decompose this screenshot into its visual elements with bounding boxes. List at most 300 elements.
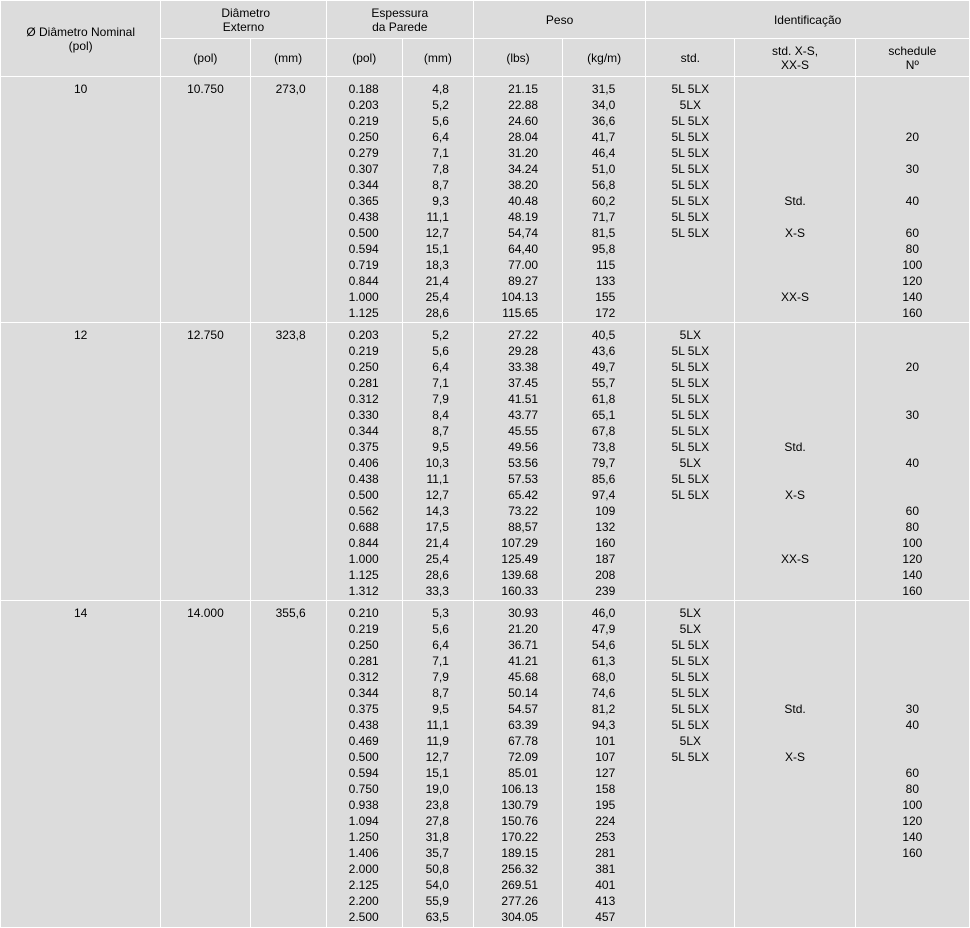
- list-item: 5LX: [679, 98, 702, 112]
- list-item: [735, 209, 854, 225]
- list-item: 18,3: [425, 258, 449, 272]
- list-item: 40.48: [508, 194, 539, 208]
- list-item: 107: [595, 750, 616, 765]
- list-item: 33,3: [425, 583, 449, 598]
- list-item: [735, 257, 854, 273]
- list-item: [735, 359, 854, 375]
- list-item: [735, 829, 854, 845]
- list-item: [646, 273, 734, 289]
- list-item: 5,6: [432, 114, 449, 128]
- list-item: 40: [905, 194, 920, 208]
- header-row-top: [1, 1, 970, 39]
- list-item: 160: [902, 583, 923, 598]
- list-item: 5L 5LX: [671, 82, 710, 96]
- list-item: 256.32: [501, 862, 539, 877]
- list-item: 5,6: [432, 343, 449, 358]
- list-item: 155: [595, 290, 616, 304]
- list-item: [735, 455, 854, 471]
- cell-std: [646, 77, 735, 323]
- list-item: 5LX: [679, 622, 702, 637]
- list-item: 47,9: [591, 622, 616, 637]
- list-item: 0.844: [348, 535, 379, 550]
- list-item: 5L 5LX: [671, 162, 710, 176]
- cell-esp-mm: [402, 77, 473, 323]
- list-item: [735, 129, 854, 145]
- list-item: 0.375: [348, 439, 379, 454]
- list-item: [646, 551, 734, 567]
- list-item: [735, 503, 854, 519]
- list-item: 57.53: [508, 471, 539, 486]
- list-item: 12,7: [425, 226, 449, 240]
- list-item: 0.203: [348, 98, 379, 112]
- list-item: 34.24: [508, 162, 539, 176]
- list-item: 19,0: [425, 782, 449, 797]
- list-item: 85.01: [508, 766, 539, 781]
- list-item: [646, 829, 734, 845]
- header-esp-mm: (mm): [402, 39, 473, 77]
- cell-de-mm: 323,8: [250, 322, 326, 601]
- list-item: 1.125: [348, 567, 379, 582]
- list-item: 115: [596, 258, 616, 272]
- list-item: 5L 5LX: [671, 375, 710, 390]
- list-item: 71,7: [591, 210, 616, 224]
- list-item: 1.312: [348, 583, 379, 598]
- cell-peso-kgm: [563, 601, 646, 928]
- cell-peso-lbs: [473, 322, 562, 601]
- list-item: [735, 177, 854, 193]
- list-item: 1.406: [348, 846, 379, 861]
- list-item: 104.13: [501, 290, 539, 304]
- list-item: [735, 145, 854, 161]
- list-item: [856, 423, 969, 439]
- list-item: [646, 765, 734, 781]
- list-item: 28,6: [425, 306, 449, 320]
- list-item: 5L 5LX: [671, 686, 710, 701]
- list-item: [856, 861, 969, 877]
- list-item: 0.365: [348, 194, 379, 208]
- list-item: 81,5: [591, 226, 616, 240]
- list-item: [735, 813, 854, 829]
- list-item: 150.76: [501, 814, 539, 829]
- cell-std: [646, 601, 735, 928]
- list-item: 304.05: [501, 910, 539, 925]
- list-item: 133: [595, 274, 616, 288]
- list-item: 0.500: [348, 750, 379, 765]
- list-item: 0.219: [348, 343, 379, 358]
- list-item: [856, 113, 969, 129]
- cell-peso-kgm: [563, 322, 646, 601]
- list-item: 100: [902, 535, 923, 550]
- list-item: [646, 583, 734, 599]
- cell-nominal: 10: [1, 77, 161, 323]
- list-item: 1.250: [348, 830, 379, 845]
- list-item: [735, 733, 854, 749]
- header-peso-kgm: (kg/m): [563, 39, 646, 77]
- list-item: 1.094: [348, 814, 379, 829]
- list-item: 28,6: [425, 567, 449, 582]
- list-item: 41.21: [508, 654, 539, 669]
- list-item: 170.22: [501, 830, 539, 845]
- list-item: 21.15: [508, 82, 539, 96]
- list-item: 5L 5LX: [671, 146, 710, 160]
- list-item: 27,8: [425, 814, 449, 829]
- list-item: 132: [595, 519, 616, 534]
- list-item: 5,2: [432, 98, 449, 112]
- list-item: 20: [905, 359, 920, 374]
- list-item: 5,6: [432, 622, 449, 637]
- list-item: 5L 5LX: [671, 471, 710, 486]
- list-item: 457: [595, 910, 616, 925]
- list-item: XX-S: [781, 290, 810, 304]
- list-item: 120: [902, 274, 923, 288]
- list-item: 85,6: [591, 471, 616, 486]
- list-item: 11,9: [426, 734, 449, 749]
- list-item: [735, 113, 854, 129]
- cell-std: [646, 322, 735, 601]
- list-item: 12,7: [425, 750, 449, 765]
- list-item: 5L 5LX: [671, 114, 710, 128]
- list-item: 5LX: [679, 327, 702, 342]
- list-item: 140: [902, 567, 923, 582]
- list-item: 0.438: [348, 471, 379, 486]
- list-item: 239: [595, 583, 616, 598]
- list-item: [646, 567, 734, 583]
- list-item: [856, 391, 969, 407]
- list-item: [735, 161, 854, 177]
- list-item: 172: [595, 306, 616, 320]
- header-espessura: Espessura da Parede: [326, 1, 473, 39]
- list-item: 5L 5LX: [671, 226, 710, 240]
- list-item: 30: [905, 162, 920, 176]
- list-item: 88,57: [508, 519, 539, 534]
- list-item: 11,1: [426, 471, 449, 486]
- cell-peso-lbs: [473, 77, 562, 323]
- list-item: [646, 241, 734, 257]
- list-item: 27.22: [508, 327, 539, 342]
- list-item: 31.20: [508, 146, 539, 160]
- list-item: 5L 5LX: [671, 702, 710, 717]
- list-item: 5L 5LX: [671, 654, 710, 669]
- list-item: 40,5: [591, 327, 616, 342]
- list-item: 0.438: [348, 210, 379, 224]
- list-item: 64,40: [508, 242, 539, 256]
- list-item: 120: [902, 551, 923, 566]
- list-item: [735, 423, 854, 439]
- list-item: 6,4: [432, 130, 449, 144]
- list-item: 189.15: [501, 846, 539, 861]
- list-item: 0.219: [348, 622, 379, 637]
- list-item: 0.307: [348, 162, 379, 176]
- list-item: 9,5: [432, 702, 449, 717]
- list-item: 5L 5LX: [671, 359, 710, 374]
- list-item: 41,7: [591, 130, 616, 144]
- list-item: [735, 81, 854, 97]
- list-item: [856, 685, 969, 701]
- list-item: [856, 487, 969, 503]
- list-item: 0.562: [348, 503, 379, 518]
- list-item: 5L 5LX: [671, 407, 710, 422]
- list-item: 0.188: [348, 82, 379, 96]
- list-item: 11,1: [426, 718, 449, 733]
- list-item: 50,8: [425, 862, 449, 877]
- list-item: [646, 781, 734, 797]
- list-item: 160.33: [501, 583, 539, 598]
- list-item: [735, 653, 854, 669]
- cell-esp-pol: [326, 77, 402, 323]
- list-item: 160: [902, 846, 923, 861]
- list-item: 25,4: [425, 551, 449, 566]
- list-item: [856, 375, 969, 391]
- cell-de-mm: 273,0: [250, 77, 326, 323]
- list-item: 21,4: [425, 274, 449, 288]
- list-item: 106.13: [501, 782, 539, 797]
- cell-schedule: [855, 322, 969, 601]
- list-item: [735, 781, 854, 797]
- list-item: [856, 439, 969, 455]
- list-item: [735, 97, 854, 113]
- list-item: [856, 97, 969, 113]
- list-item: 0.500: [348, 487, 379, 502]
- list-item: 5L 5LX: [671, 343, 710, 358]
- list-item: [856, 81, 969, 97]
- list-item: 127: [595, 766, 616, 781]
- list-item: [735, 685, 854, 701]
- list-item: 0.438: [348, 718, 379, 733]
- list-item: 60: [905, 226, 920, 240]
- list-item: 401: [595, 878, 616, 893]
- cell-peso-lbs: [473, 601, 562, 928]
- list-item: 33.38: [508, 359, 539, 374]
- list-item: 5L 5LX: [671, 638, 710, 653]
- list-item: 81,2: [591, 702, 616, 717]
- list-item: 115.65: [502, 306, 539, 320]
- cell-std-xs: [735, 322, 855, 601]
- list-item: 109: [595, 503, 616, 518]
- list-item: 7,8: [432, 162, 449, 176]
- list-item: 0.344: [348, 178, 379, 192]
- list-item: 0.406: [348, 455, 379, 470]
- cell-esp-pol: [326, 322, 402, 601]
- cell-esp-mm: [402, 601, 473, 928]
- list-item: 269.51: [501, 878, 539, 893]
- list-item: 0.688: [348, 519, 379, 534]
- list-item: 95,8: [591, 242, 616, 256]
- list-item: X-S: [785, 487, 806, 502]
- list-item: 100: [902, 258, 923, 272]
- list-item: 5L 5LX: [671, 750, 710, 765]
- list-item: [735, 305, 854, 321]
- cell-de-pol: 14.000: [161, 601, 250, 928]
- list-item: 41.51: [508, 391, 539, 406]
- list-item: [856, 209, 969, 225]
- list-item: 5L 5LX: [671, 670, 710, 685]
- list-item: 54,6: [591, 638, 616, 653]
- list-item: 0.469: [348, 734, 379, 749]
- list-item: 130.79: [501, 798, 539, 813]
- list-item: 49.56: [508, 439, 539, 454]
- header-nominal: Ø Diâmetro Nominal (pol): [1, 1, 161, 77]
- cell-de-mm: 355,6: [250, 601, 326, 928]
- header-std-xs: std. X-S, XX-S: [735, 39, 855, 77]
- list-item: 140: [902, 830, 923, 845]
- list-item: 55,7: [591, 375, 616, 390]
- list-item: 5LX: [679, 455, 702, 470]
- list-item: 9,5: [432, 439, 449, 454]
- list-item: 97,4: [591, 487, 616, 502]
- list-item: 5L 5LX: [671, 423, 710, 438]
- list-item: 49,7: [591, 359, 616, 374]
- list-item: 5,2: [432, 327, 449, 342]
- list-item: [646, 909, 734, 925]
- list-item: [735, 797, 854, 813]
- list-item: [735, 893, 854, 909]
- list-item: 45.68: [508, 670, 539, 685]
- cell-schedule: [855, 77, 969, 323]
- list-item: [856, 733, 969, 749]
- list-item: 7,1: [432, 146, 449, 160]
- list-item: [735, 327, 854, 343]
- list-item: 79,7: [591, 455, 616, 470]
- list-item: 0.219: [348, 114, 379, 128]
- list-item: 158: [595, 782, 616, 797]
- list-item: 4,8: [432, 82, 449, 96]
- list-item: 74,6: [591, 686, 616, 701]
- list-item: [735, 845, 854, 861]
- list-item: [735, 637, 854, 653]
- list-item: [735, 375, 854, 391]
- list-item: 5LX: [679, 606, 702, 621]
- list-item: 101: [595, 734, 616, 749]
- list-item: 28.04: [508, 130, 539, 144]
- list-item: 2.200: [348, 894, 379, 909]
- list-item: [856, 605, 969, 621]
- list-item: 5L 5LX: [671, 194, 710, 208]
- list-item: 5L 5LX: [671, 210, 710, 224]
- list-item: [646, 503, 734, 519]
- list-item: 0.210: [348, 606, 379, 621]
- table-row: [1, 77, 970, 323]
- list-item: 14,3: [425, 503, 449, 518]
- list-item: [856, 471, 969, 487]
- list-item: [735, 669, 854, 685]
- header-diametro-externo: Diâmetro Externo: [161, 1, 326, 39]
- list-item: [646, 535, 734, 551]
- list-item: 46,4: [591, 146, 616, 160]
- list-item: 1.000: [348, 551, 379, 566]
- list-item: 160: [595, 535, 616, 550]
- list-item: 7,9: [432, 670, 449, 685]
- list-item: [735, 273, 854, 289]
- list-item: 160: [902, 306, 923, 320]
- cell-de-pol: 10.750: [161, 77, 250, 323]
- list-item: [646, 813, 734, 829]
- list-item: [735, 535, 854, 551]
- list-item: 51,0: [591, 162, 616, 176]
- list-item: 17,5: [425, 519, 449, 534]
- list-item: 0.844: [348, 274, 379, 288]
- list-item: 29.28: [508, 343, 539, 358]
- list-item: 5L 5LX: [671, 439, 710, 454]
- cell-std-xs: [735, 601, 855, 928]
- list-item: 45.55: [508, 423, 539, 438]
- list-item: 0.250: [348, 359, 379, 374]
- list-item: [856, 669, 969, 685]
- list-item: 53.56: [508, 455, 539, 470]
- list-item: [735, 861, 854, 877]
- list-item: 413: [595, 894, 616, 909]
- list-item: 35,7: [425, 846, 449, 861]
- list-item: [646, 861, 734, 877]
- list-item: 195: [595, 798, 616, 813]
- list-item: 5L 5LX: [671, 178, 710, 192]
- list-item: 0.938: [348, 798, 379, 813]
- list-item: 20: [905, 130, 920, 144]
- list-item: X-S: [785, 750, 806, 765]
- list-item: 30.93: [508, 606, 539, 621]
- list-item: 2.500: [348, 910, 379, 925]
- list-item: [735, 909, 854, 925]
- list-item: [646, 257, 734, 273]
- table-row: [1, 601, 970, 928]
- list-item: 43,6: [591, 343, 616, 358]
- list-item: 60: [905, 766, 920, 781]
- list-item: 100: [902, 798, 923, 813]
- list-item: 6,4: [432, 359, 449, 374]
- list-item: 31,8: [425, 830, 449, 845]
- table-body: [1, 77, 970, 928]
- list-item: 15,1: [425, 242, 449, 256]
- list-item: 5L 5LX: [671, 718, 710, 733]
- list-item: 63.39: [508, 718, 539, 733]
- list-item: [856, 893, 969, 909]
- cell-schedule: [855, 601, 969, 928]
- table-row: [1, 322, 970, 601]
- cell-esp-pol: [326, 601, 402, 928]
- list-item: 7,1: [432, 375, 449, 390]
- list-item: 60,2: [591, 194, 616, 208]
- list-item: 281: [595, 846, 616, 861]
- list-item: [646, 797, 734, 813]
- list-item: 208: [595, 567, 616, 582]
- list-item: 0.500: [348, 226, 379, 240]
- list-item: 11,1: [426, 210, 449, 224]
- list-item: 7,9: [432, 391, 449, 406]
- list-item: 65,1: [591, 407, 616, 422]
- list-item: [735, 567, 854, 583]
- list-item: 9,3: [432, 194, 449, 208]
- list-item: 0.594: [348, 766, 379, 781]
- list-item: 2.125: [348, 878, 379, 893]
- list-item: 140: [902, 290, 923, 304]
- list-item: 31,5: [591, 82, 616, 96]
- cell-peso-kgm: [563, 77, 646, 323]
- list-item: 38.20: [508, 178, 539, 192]
- list-item: X-S: [785, 226, 806, 240]
- list-item: [735, 519, 854, 535]
- header-de-mm: (mm): [250, 39, 326, 77]
- list-item: 67,8: [591, 423, 616, 438]
- header-peso-lbs: (lbs): [473, 39, 562, 77]
- list-item: 253: [595, 830, 616, 845]
- list-item: 50.14: [508, 686, 539, 701]
- list-item: 0.344: [348, 686, 379, 701]
- list-item: 139.68: [501, 567, 539, 582]
- list-item: [735, 583, 854, 599]
- cell-std-xs: [735, 77, 855, 323]
- list-item: [646, 845, 734, 861]
- list-item: 224: [595, 814, 616, 829]
- list-item: 125.49: [501, 551, 539, 566]
